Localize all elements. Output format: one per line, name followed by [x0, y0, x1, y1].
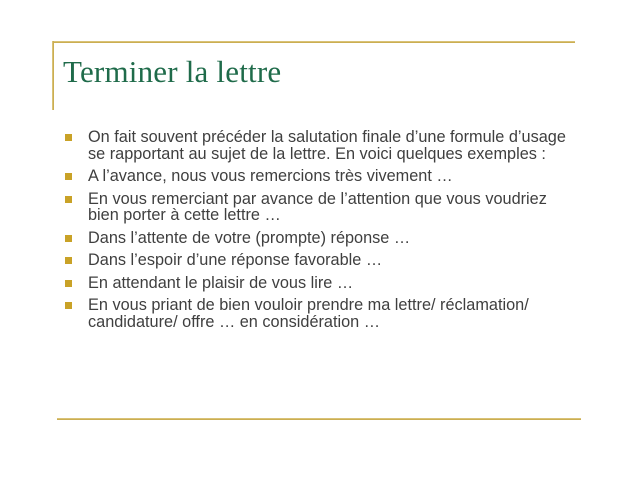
- list-item: [65, 168, 572, 185]
- title-left-rule: [52, 41, 54, 110]
- list-item: [65, 191, 572, 224]
- bullet-text: En attendant le plaisir de vous lire …: [88, 273, 354, 292]
- bullet-text: On fait souvent précéder la salutation finale d’une formule d’usage se rapportant au sujet de la lettre. En voici quelques exemples :: [88, 128, 566, 163]
- list-item: [65, 252, 572, 269]
- bullet-square-icon: [65, 173, 72, 180]
- bullet-text: A l’avance, nous vous remercions très vivement …: [88, 167, 453, 185]
- title-top-rule: [52, 41, 575, 43]
- bullet-square-icon: [65, 196, 72, 203]
- footer-rule: [57, 418, 581, 420]
- bullet-square-icon: [65, 235, 72, 242]
- slide-title: Terminer la lettre: [63, 54, 282, 89]
- bullet-text: En vous remerciant par avance de l’attention que vous voudriez bien porter à cette lettre …: [88, 189, 547, 224]
- list-item: [65, 275, 572, 292]
- bullet-list: [65, 129, 570, 336]
- bullet-text: Dans l’attente de votre (prompte) réponse …: [88, 228, 411, 247]
- bullet-square-icon: [65, 257, 72, 264]
- bullet-text: En vous priant de bien vouloir prendre ma lettre/ réclamation/ candidature/ offre … en considération …: [88, 296, 529, 331]
- bullet-square-icon: [65, 302, 72, 309]
- bullet-text: Dans l’espoir d’une réponse favorable …: [88, 251, 383, 269]
- bullet-square-icon: [65, 134, 72, 141]
- bullet-square-icon: [65, 280, 72, 287]
- list-item: [65, 297, 572, 330]
- list-item: [65, 230, 572, 247]
- list-item: [65, 129, 572, 162]
